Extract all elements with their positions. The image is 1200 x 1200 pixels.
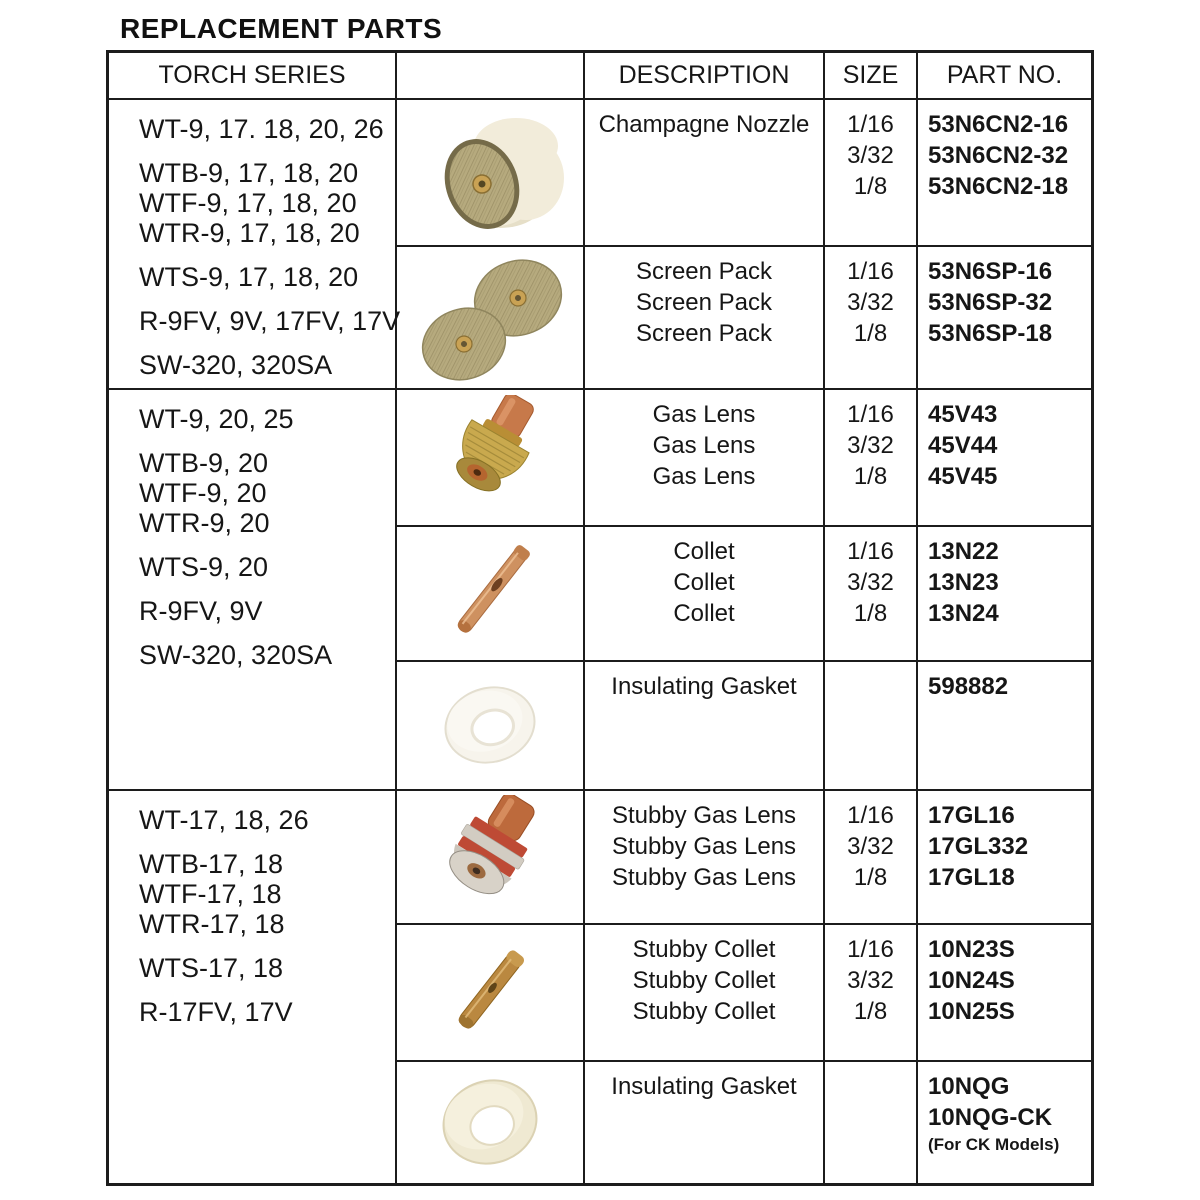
table-text-line: 13N24 — [928, 600, 999, 627]
torch-series-line: WT-17, 18, 26 — [139, 805, 309, 835]
torch-series-line: SW-320, 320SA — [139, 350, 333, 380]
table-header-row — [109, 53, 1091, 100]
description-cell — [585, 662, 825, 789]
size-cell — [825, 100, 918, 245]
part-no-cell — [918, 247, 1091, 390]
part-no-note: (For CK Models) — [928, 1135, 1060, 1154]
table-row-stubby-collet — [397, 923, 1091, 1060]
torch-series-line: WTB-17, 18 — [139, 849, 284, 879]
table-text-line: 1/16 — [847, 936, 894, 963]
table-text-line: 53N6CN2-32 — [928, 142, 1069, 169]
part-no-cell — [918, 662, 1091, 789]
gas-lens-image — [397, 390, 585, 525]
table-row-insulating-gasket-ck — [397, 1060, 1091, 1184]
torch-series-line: WTB-9, 17, 18, 20 — [139, 158, 359, 188]
size-cell — [825, 662, 918, 789]
table-text-line: 1/8 — [853, 173, 888, 200]
description-cell — [585, 100, 825, 245]
table-row-stubby-gas-lens — [397, 791, 1091, 923]
table-row-collet — [397, 525, 1091, 660]
table-text-line: Stubby Collet — [632, 936, 776, 963]
table-text-line: 10N24S — [928, 967, 1015, 994]
size-cell — [825, 247, 918, 390]
torch-series-line: R-9FV, 9V — [139, 596, 263, 626]
torch-series-line: WTS-17, 18 — [139, 953, 284, 983]
table-row-insulating-gasket — [397, 660, 1091, 789]
table-text-line: 1/16 — [847, 802, 894, 829]
table-text-line: Gas Lens — [652, 463, 756, 490]
torch-series-group — [139, 849, 387, 939]
size-cell — [825, 1062, 918, 1184]
page-title: REPLACEMENT PARTS — [120, 13, 443, 44]
table-text-line: 17GL332 — [928, 833, 1029, 860]
table-text-line: Gas Lens — [652, 432, 756, 459]
description-cell — [585, 247, 825, 390]
table-section-wt9-series — [109, 100, 1091, 390]
table-row-champagne-nozzle — [397, 100, 1091, 245]
table-text-line: 10N25S — [928, 998, 1015, 1025]
table-text-line: 10NQG-CK — [928, 1104, 1053, 1131]
table-text-line: Stubby Gas Lens — [611, 802, 797, 829]
table-text-line: 10NQG — [928, 1073, 1010, 1100]
stubby-gas-lens-image — [397, 791, 585, 923]
table-text-line: 45V43 — [928, 401, 998, 428]
part-no-cell — [918, 527, 1091, 660]
torch-series-group — [139, 448, 387, 538]
table-text-line: Gas Lens — [652, 401, 756, 428]
header-part-no: PART NO. — [946, 61, 1063, 89]
table-text-line: 1/16 — [847, 538, 894, 565]
torch-series-line: SW-320, 320SA — [139, 640, 333, 670]
table-text-line: 1/16 — [847, 258, 894, 285]
table-text-line: Collet — [673, 538, 735, 565]
torch-series-group — [139, 552, 387, 582]
size-cell — [825, 925, 918, 1060]
table-text-line: Collet — [673, 569, 735, 596]
torch-series-line: WTS-9, 20 — [139, 552, 269, 582]
collet-image — [397, 527, 585, 660]
table-section-wt9-20-series — [109, 390, 1091, 791]
table-text-line: 1/8 — [853, 320, 888, 347]
table-text-line: Collet — [673, 600, 735, 627]
table-text-line: Screen Pack — [635, 258, 773, 285]
torch-series-group — [139, 158, 387, 248]
table-text-line: 45V44 — [928, 432, 998, 459]
table-text-line: Champagne Nozzle — [598, 111, 810, 138]
table-text-line: Stubby Gas Lens — [611, 833, 797, 860]
header-size: SIZE — [825, 53, 918, 98]
insulating-gasket-cream-image — [397, 1062, 585, 1184]
table-text-line: Screen Pack — [635, 289, 773, 316]
torch-series-group — [139, 306, 401, 336]
table-text-line: 45V45 — [928, 463, 998, 490]
torch-series-line: WTF-9, 20 — [139, 478, 267, 508]
table-text-line: 1/16 — [847, 401, 894, 428]
table-row-gas-lens — [397, 390, 1091, 525]
insulating-gasket-white-image — [397, 662, 585, 789]
torch-series-line: WTR-17, 18 — [139, 909, 285, 939]
replacement-parts-table — [106, 50, 1094, 1186]
torch-series-line: R-17FV, 17V — [139, 997, 293, 1027]
table-text-line: Screen Pack — [635, 320, 773, 347]
table-text-line: 1/8 — [853, 998, 888, 1025]
torch-series-group — [139, 596, 387, 626]
table-text-line: 17GL16 — [928, 802, 1015, 829]
description-cell — [585, 925, 825, 1060]
table-section-wt17-series — [109, 791, 1091, 1184]
description-cell — [585, 527, 825, 660]
stubby-collet-image — [397, 925, 585, 1060]
torch-series-cell — [109, 390, 397, 789]
table-text-line: 3/32 — [847, 833, 894, 860]
description-cell — [585, 791, 825, 923]
table-text-line: 3/32 — [847, 142, 894, 169]
part-no-cell — [918, 390, 1091, 525]
table-text-line: 53N6CN2-16 — [928, 111, 1069, 138]
torch-series-line: WTS-9, 17, 18, 20 — [139, 262, 359, 292]
size-cell — [825, 390, 918, 525]
screen-pack-image — [397, 247, 585, 390]
table-row-screen-pack — [397, 245, 1091, 390]
torch-series-line: R-9FV, 9V, 17FV, 17V — [139, 306, 401, 336]
size-cell — [825, 791, 918, 923]
torch-series-line: WTB-9, 20 — [139, 448, 269, 478]
part-no-cell — [918, 791, 1091, 923]
torch-series-line: WTR-9, 20 — [139, 508, 270, 538]
table-text-line: 1/8 — [853, 864, 888, 891]
header-description: DESCRIPTION — [585, 53, 825, 98]
torch-series-group — [139, 262, 387, 292]
table-text-line: 3/32 — [847, 967, 894, 994]
description-cell — [585, 390, 825, 525]
torch-series-group — [139, 640, 387, 670]
table-text-line: 598882 — [928, 673, 1009, 700]
table-text-line: Stubby Collet — [632, 998, 776, 1025]
torch-series-group — [139, 350, 387, 380]
table-text-line: Stubby Collet — [632, 967, 776, 994]
description-cell — [585, 1062, 825, 1184]
table-text-line: 53N6CN2-18 — [928, 173, 1069, 200]
part-no-cell — [918, 100, 1091, 245]
torch-series-group — [139, 953, 387, 983]
table-text-line: 13N22 — [928, 538, 999, 565]
champagne-nozzle-image — [397, 100, 585, 245]
torch-series-line: WT-9, 17. 18, 20, 26 — [139, 114, 384, 144]
table-text-line: 1/16 — [847, 111, 894, 138]
torch-series-line: WTR-9, 17, 18, 20 — [139, 218, 360, 248]
table-text-line: 1/8 — [853, 600, 888, 627]
torch-series-cell — [109, 100, 401, 388]
torch-series-group — [139, 805, 387, 835]
table-text-line: 17GL18 — [928, 864, 1015, 891]
torch-series-line: WT-9, 20, 25 — [139, 404, 294, 434]
table-text-line: 1/8 — [853, 463, 888, 490]
table-text-line: 10N23S — [928, 936, 1015, 963]
torch-series-line: WTF-17, 18 — [139, 879, 282, 909]
table-text-line: 3/32 — [847, 569, 894, 596]
table-text-line: 53N6SP-32 — [928, 289, 1053, 316]
table-text-line: 3/32 — [847, 289, 894, 316]
table-text-line: 53N6SP-18 — [928, 320, 1053, 347]
table-text-line: 3/32 — [847, 432, 894, 459]
part-no-cell — [918, 1062, 1091, 1184]
torch-series-cell — [109, 791, 397, 1184]
torch-series-group — [139, 114, 387, 144]
header-torch-series: TORCH SERIES — [109, 53, 397, 98]
size-cell — [825, 527, 918, 660]
part-no-cell — [918, 925, 1091, 1060]
header-image-column — [397, 53, 585, 98]
table-text-line: 53N6SP-16 — [928, 258, 1053, 285]
table-text-line: 13N23 — [928, 569, 999, 596]
table-text-line: Stubby Gas Lens — [611, 864, 797, 891]
table-text-line: Insulating Gasket — [611, 1073, 797, 1100]
torch-series-line: WTF-9, 17, 18, 20 — [139, 188, 357, 218]
torch-series-group — [139, 404, 387, 434]
torch-series-group — [139, 997, 387, 1027]
table-text-line: Insulating Gasket — [611, 673, 797, 700]
